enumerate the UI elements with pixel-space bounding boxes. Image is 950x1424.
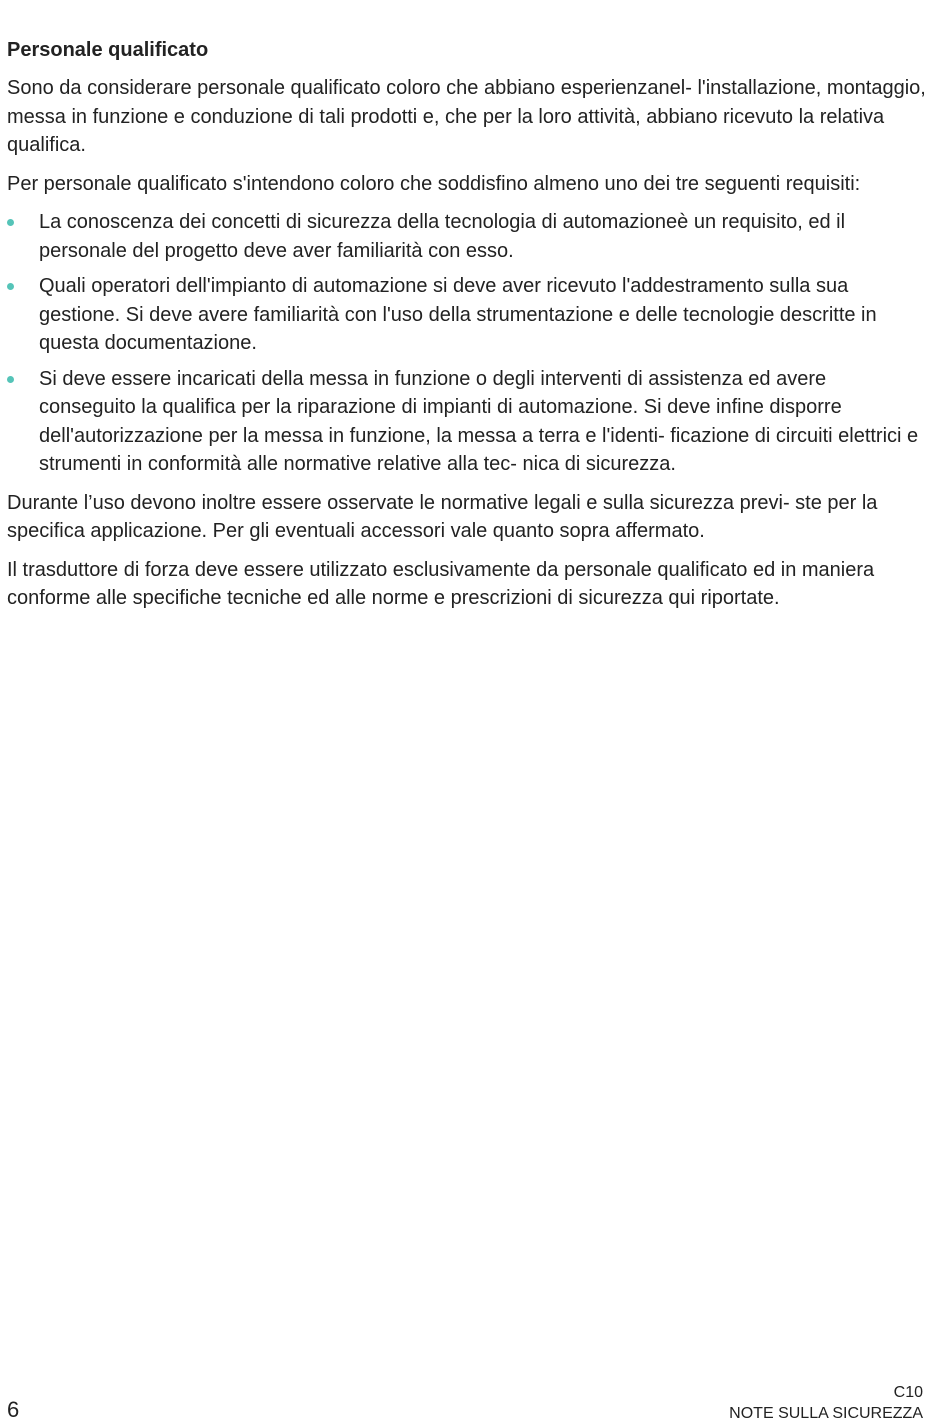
document-body <box>7 36 927 623</box>
paragraph-intro: Sono da considerare personale qualificato coloro che abbiano esperienzanel- l'installazione, montaggio, messa in funzione e conduzione di tali prodotti e, che per la loro attività, abbiano ricevuto la relativa qualifica. <box>7 77 926 156</box>
list-item-text: Quali operatori dell'impianto di automazione si deve aver ricevuto l'addestramento sulla sua gestione. Si deve avere familiarità con l'uso della strumentazione e delle tecnologie descritte in questa documentazione. <box>39 275 877 354</box>
paragraph-requirements: Per personale qualificato s'intendono coloro che soddisfino almeno uno dei tre seguenti requisiti: <box>7 172 861 195</box>
requirements-list <box>7 208 927 479</box>
footer-section: NOTE SULLA SICUREZZA <box>729 1405 923 1422</box>
footer-info <box>729 1382 923 1424</box>
list-item-text: La conoscenza dei concetti di sicurezza della tecnologia di automazioneè un requisito, ed il personale del progetto deve aver familiarità con esso. <box>39 211 846 262</box>
bullet-icon <box>7 219 14 226</box>
bullet-icon <box>7 283 14 290</box>
list-item <box>7 365 927 479</box>
list-item <box>7 208 927 265</box>
section-heading: Personale qualificato <box>7 39 209 61</box>
page-number: 6 <box>7 1397 20 1422</box>
list-item <box>7 272 927 358</box>
bullet-icon <box>7 376 14 383</box>
list-item-text: Si deve essere incaricati della messa in funzione o degli interventi di assistenza ed avere conseguito la qualifica per la riparazione di impianti di automazione. Si deve infine disporre dell'autorizzazione per la messa in funzione, la messa a terra e l'identi- ficazione di circuiti elettrici e strumenti in conformità alle normative relative alla tec- nica di sicurezza. <box>39 367 919 475</box>
footer-product: C10 <box>893 1384 923 1401</box>
paragraph-regulations: Durante l’uso devono inoltre essere osservate le normative legali e sulla sicurezza previ- ste per la specifica applicazione. Per gli eventuali accessori vale quanto sopra affermato. <box>7 491 878 542</box>
paragraph-usage: Il trasduttore di forza deve essere utilizzato esclusivamente da personale qualificato ed in maniera conforme alle specifiche tecniche ed alle norme e prescrizioni di sicurezza qui riportate. <box>7 558 875 609</box>
